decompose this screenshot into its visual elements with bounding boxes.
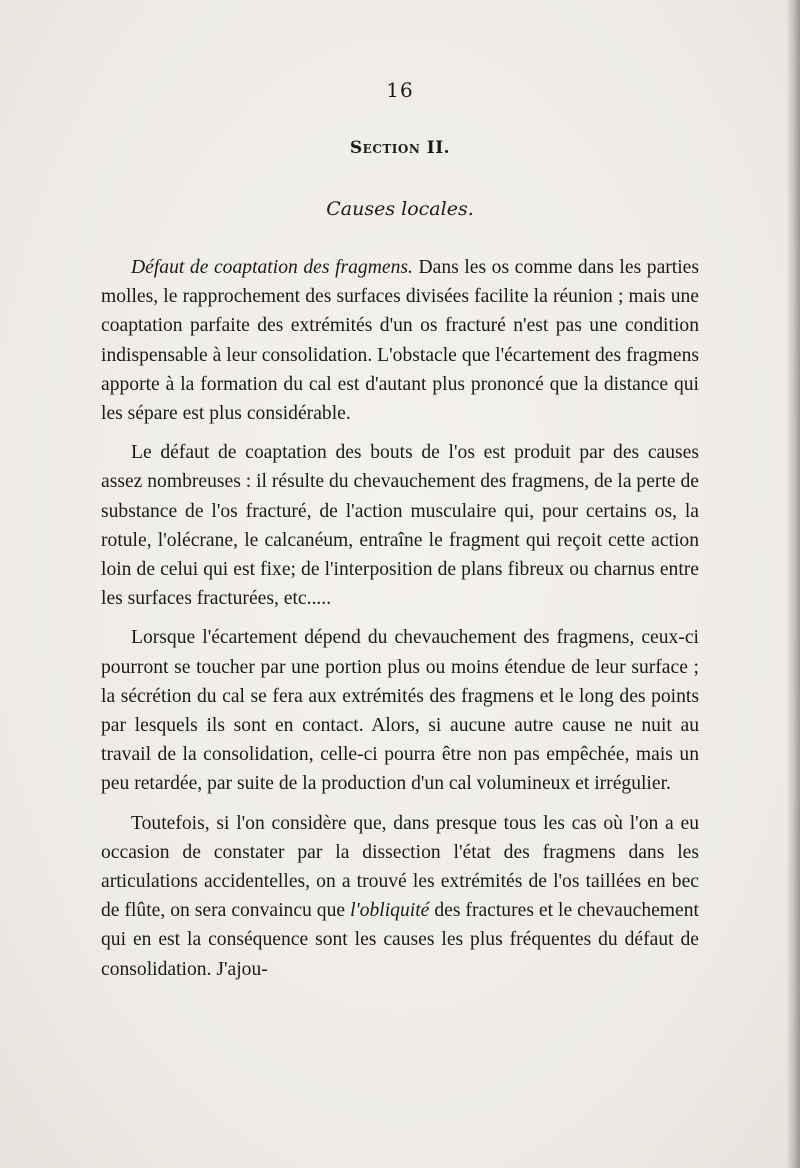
page-edge-shadow [786,0,800,1168]
paragraph-3 [101,623,699,798]
paragraph-2 [101,438,699,613]
paragraph-4-text-after: des fractures et le chevauchement qui en est la conséquence sont les causes les plus fréquentes du défaut de consolidation. J'ajou- [101,900,699,980]
section-subtitle: Causes locales. [326,198,474,220]
paragraph-3-text: Lorsque l'écartement dépend du chevauchement des fragmens, ceux-ci pourront se toucher par une portion plus ou moins étendue de leur surface ; la sécrétion du cal se fera aux extrémités des fragmens et le long des points par lesquels ils sont en contact. Alors, si aucune autre cause ne nuit au travail de la consolidation, celle-ci pourra être non pas empêchée, mais un peu retardée, par suite de la production d'un cal volumineux et irrégulier. [101,627,699,795]
section-heading: Section II. [349,138,451,158]
paragraph-1-text: Dans les os comme dans les parties molles, le rapprochement des surfaces divisées facilite la réunion ; mais une coaptation parfaite des extrémités d'un os fracturé n'est pas une condition indispensable à leur consolidation. L'obstacle que l'écartement des fragmens apporte à la formation du cal est d'autant plus prononcé que la distance qui les sépare est plus considérable. [101,257,699,425]
paragraph-1-lead: Défaut de coaptation des fragmens. [131,257,413,278]
paragraph-4-emphasis: l'obliquité [350,900,430,922]
page-number: 16 [386,78,414,102]
paragraph-2-text: Le défaut de coaptation des bouts de l'os est produit par des causes assez nombreuses : il résulte du chevauchement des fragmens, de la perte de substance de l'os fracturé, de l'action musculaire qui, pour certains os, la rotule, l'olécrane, le calcanéum, entraîne le fragment qui reçoit cette action loin de celui qui est fixe; de l'interposition de plans fibreux ou charnus entre les surfaces fracturées, etc..... [101,442,699,610]
paragraph-4 [101,809,699,984]
body-text [101,253,699,994]
paragraph-4-text-before: Toutefois, si l'on considère que, dans presque tous les cas où l'on a eu occasion de constater par la dissection l'état des fragmens dans les articulations accidentelles, on a trouvé les extrémités de l'os taillées en bec de flûte, on sera convaincu que [101,812,699,922]
paragraph-1 [101,253,699,428]
